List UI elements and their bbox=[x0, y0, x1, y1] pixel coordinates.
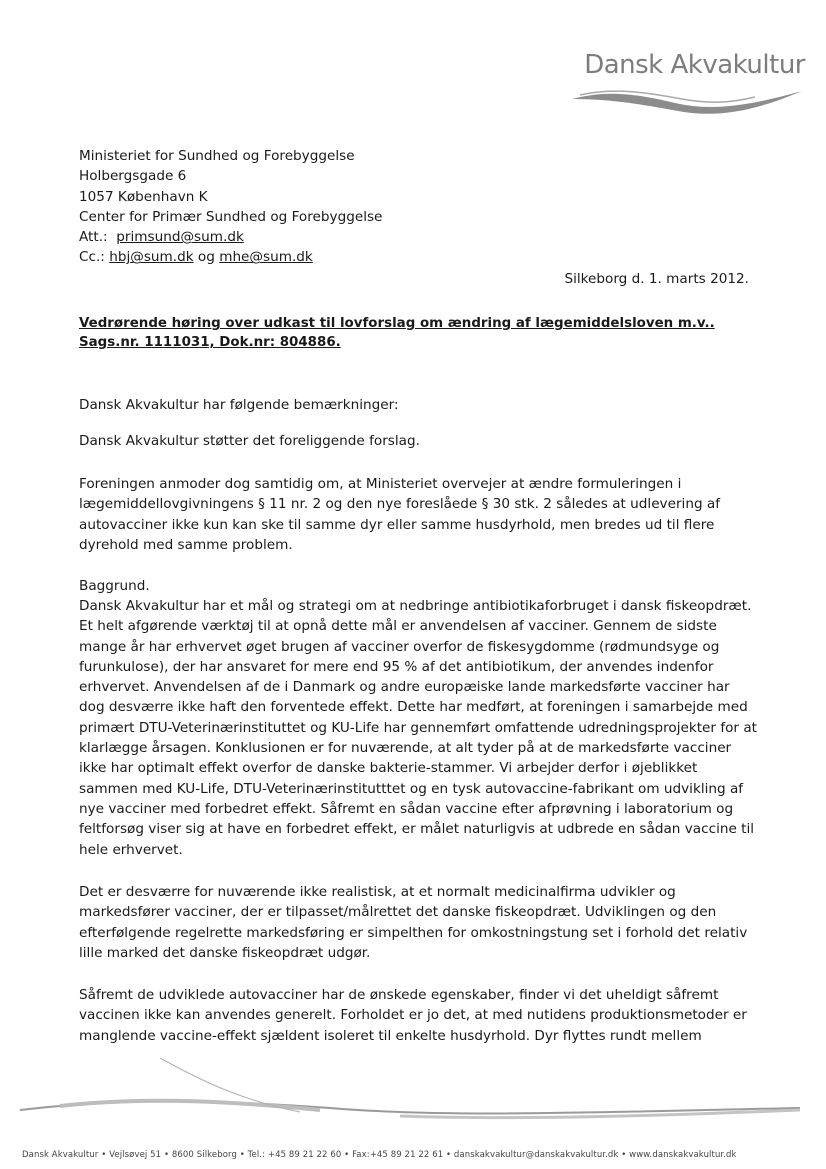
cc-email-link-2[interactable]: mhe@sum.dk bbox=[219, 249, 313, 266]
address-line: Ministeriet for Sundhed og Forebyggelse bbox=[79, 148, 355, 164]
att-label: Att.: bbox=[79, 229, 108, 246]
footer-wave-graphic bbox=[0, 1050, 826, 1130]
letter-date: Silkeborg d. 1. marts 2012. bbox=[564, 271, 749, 287]
subject-line-1: Vedrørende høring over udkast til lovforslag om ændring af lægemiddelsloven m.v.. bbox=[79, 316, 715, 331]
logo-wave-graphic bbox=[570, 85, 805, 117]
cc-line bbox=[79, 247, 479, 267]
cc-email-link-1[interactable]: hbj@sum.dk bbox=[109, 249, 194, 266]
subject-line-2: Sags.nr. 1111031, Dok.nr: 804886. bbox=[79, 335, 341, 350]
address-line: Center for Primær Sundhed og Forebyggelse bbox=[79, 208, 383, 225]
paragraph-request: Foreningen anmoder dog samtidig om, at Ministeriet overvejer at ændre formuleringen i lægemiddellovgivningens § 11 nr. 2 og den nye foreslåede § 30 stk. 2 således at udlevering af autovacciner ikke kun kan ske til samme dyr eller samme husdyrhold, men bredes ud til flere dyrehold med samme problem. bbox=[79, 476, 721, 553]
address-line: 1057 København K bbox=[79, 188, 208, 205]
paragraph-background: Dansk Akvakultur har et mål og strategi om at nedbringe antibiotikaforbruget i dansk fiskeopdræt. Et helt afgørende værktøj til at opnå dette mål er anvendelsen af vacciner. Gennem de sidste mange år har erhvervet øget brugen af vacciner overfor de fiskesygdomme (rødmundsyge og furunkulose), der har ansvaret for mere end 95 % af det antibiotikum, der anvendes indenfor erhvervet. Anvendelsen af de i Danmark og andre europæiske lande markedsførte vacciner har dog desværre ikke haft den forventede effekt. Dette har medført, at foreningen i samarbejde med primært DTU-Veterinærinstituttet og KU-Life har gennemført omfattende udredningsprojekter for at klarlægge årsagen. Konklusionen er for nuværende, at alt tyder på at de markedsførte vacciner ikke har optimalt effekt overfor de danske bakterie-stammer. Vi arbejder derfor i øjeblikket sammen med KU-Life, DTU-Veterinærinstitutttet og en tysk autovaccine-fabrikant om udvikling af nye vacciner med forbedret effekt. Såfremt en sådan vaccine efter afprøvning i laboratorium og feltforsøg viser sig at have en forbedret effekt, er målet naturligvis at udbrede en sådan vaccine til hele erhvervet. bbox=[79, 598, 757, 858]
subject-heading bbox=[79, 314, 715, 352]
address-line: Holbergsgade 6 bbox=[79, 168, 187, 185]
cc-og: og bbox=[197, 249, 215, 266]
att-line bbox=[79, 227, 479, 247]
cc-label: Cc.: bbox=[79, 249, 105, 266]
recipient-address bbox=[79, 146, 479, 268]
logo-text: Dansk Akvakultur bbox=[584, 50, 805, 80]
company-logo bbox=[560, 50, 805, 120]
att-email-link[interactable]: primsund@sum.dk bbox=[116, 229, 244, 246]
paragraph-support: Dansk Akvakultur støtter det foreliggende forslag. bbox=[79, 433, 420, 449]
paragraph-background-heading: Baggrund. bbox=[79, 578, 150, 594]
paragraph-realism: Det er desværre for nuværende ikke realistisk, at et normalt medicinalfirma udvikler og markedsfører vacciner, der er tilpasset/målrettet det danske fiskeopdræt. Udviklingen og den efterfølgende regelrette markedsføring er simpelthen for omkostningstung set i forhold det relativ lille marked det danske fiskeopdræt udgør. bbox=[79, 884, 748, 961]
paragraph-autovaccines: Såfremt de udviklede autovacciner har de ønskede egenskaber, finder vi det uheldigt såfremt vaccinen ikke kan anvendes generelt. Forholdet er jo det, at med nutidens produktionsmetoder er manglende vaccine-effekt sjældent isoleret til enkelte husdyrhold. Dyr flyttes rundt mellem bbox=[79, 987, 747, 1044]
footer-contact-line: Dansk Akvakultur • Vejlsøvej 51 • 8600 Silkeborg • Tel.: +45 89 21 22 60 • Fax:+45 89 21 22 61 • danskakvakultur@danskakvakultur.dk • www.danskakvakultur.dk bbox=[22, 1150, 737, 1160]
paragraph-intro: Dansk Akvakultur har følgende bemærkninger: bbox=[79, 397, 399, 413]
